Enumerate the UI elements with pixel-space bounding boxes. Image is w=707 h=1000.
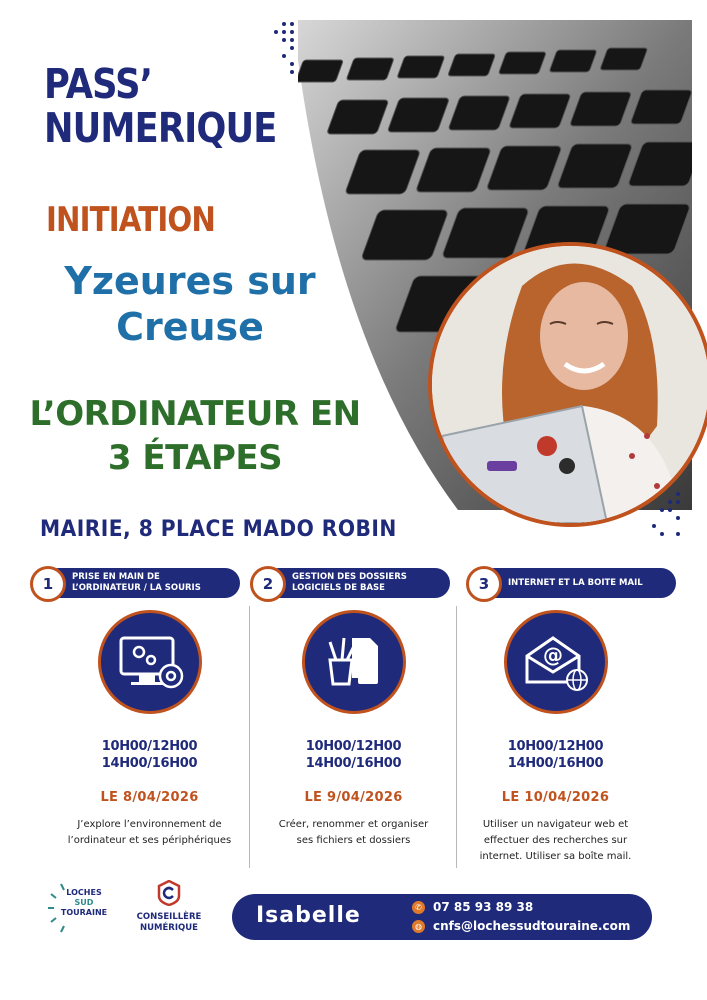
title-line-2: NUMERIQUE	[44, 104, 277, 152]
decorative-dots-top	[262, 18, 302, 108]
step-3-header	[466, 566, 676, 600]
session-description	[42, 817, 257, 849]
desc-line: internet. Utiliser sa boîte mail.	[479, 851, 632, 862]
step-label	[480, 568, 676, 598]
session-hours	[448, 738, 663, 772]
step-number: 3	[466, 566, 502, 602]
hours-morning: 10H00/12H00	[305, 739, 402, 754]
title-line-1: PASS’	[44, 60, 153, 108]
step-2-header	[250, 566, 450, 600]
decorative-dots-bottom	[648, 488, 688, 548]
step-number: 2	[250, 566, 286, 602]
advisor-portrait	[428, 242, 707, 527]
desc-line: ses fichiers et dossiers	[296, 835, 411, 846]
desc-line: Créer, renommer et organiser	[278, 819, 429, 830]
step-label-line: L’ORDINATEUR / LA SOURIS	[72, 583, 201, 593]
email-row[interactable]	[412, 919, 630, 933]
logo-text-line: SUD	[74, 898, 94, 907]
step-label-line: LOGICIELS DE BASE	[292, 583, 385, 593]
desc-line: l’ordinateur et ses périphériques	[67, 835, 232, 846]
logo-text	[60, 888, 108, 918]
city-line-1: Yzeures sur	[64, 259, 316, 303]
desc-line: effectuer des recherches sur	[483, 835, 628, 846]
logo-text-line: NUMÉRIQUE	[140, 923, 198, 933]
globe-icon: ◍	[412, 920, 425, 933]
city-line-2: Creuse	[116, 305, 264, 349]
session-date: LE 8/04/2026	[100, 790, 199, 805]
step-label-line: GESTION DES DOSSIERS	[292, 572, 407, 582]
email-address[interactable]: cnfs@lochessudtouraine.com	[433, 919, 631, 933]
session-description	[448, 817, 663, 865]
step-2-details	[246, 610, 461, 849]
subtitle-initiation: INITIATION	[46, 200, 215, 240]
hours-afternoon: 14H00/16H00	[101, 756, 198, 771]
session-hours	[246, 738, 461, 772]
step-3-details	[448, 610, 663, 865]
svg-text:@: @	[542, 643, 563, 667]
step-1-details	[42, 610, 257, 849]
desc-line: J’explore l’environnement de	[77, 819, 222, 830]
step-1-header	[30, 566, 240, 600]
desc-line: Utiliser un navigateur web et	[482, 819, 629, 830]
desk-supplies-icon	[302, 610, 406, 714]
step-label	[44, 568, 240, 598]
email-globe-icon	[504, 610, 608, 714]
hours-afternoon: 14H00/16H00	[305, 756, 402, 771]
step-label	[264, 568, 450, 598]
loches-sud-touraine-logo	[48, 878, 118, 938]
logo-text-line: CONSEILLÈRE	[136, 912, 202, 922]
phone-row[interactable]	[412, 900, 533, 914]
session-date: LE 9/04/2026	[304, 790, 403, 805]
phone-number[interactable]: 07 85 93 89 38	[433, 900, 534, 914]
session-date: LE 10/04/2026	[501, 790, 610, 805]
logo-text-line: TOURAINE	[60, 908, 108, 917]
contact-card	[232, 894, 652, 940]
conseillere-numerique-logo	[126, 880, 212, 934]
step-number: 1	[30, 566, 66, 602]
location-address: MAIRIE, 8 PLACE MADO ROBIN	[40, 517, 397, 542]
topic-line-2: 3 ÉTAPES	[107, 438, 283, 478]
contact-name: Isabelle	[256, 903, 361, 928]
session-hours	[42, 738, 257, 772]
session-description	[246, 817, 461, 849]
cn-badge-icon	[157, 880, 181, 906]
phone-icon: ✆	[412, 901, 425, 914]
logo-text-line: LOCHES	[66, 888, 102, 897]
step-label-line: PRISE EN MAIN DE	[72, 572, 160, 582]
step-label-line: INTERNET ET LA BOITE MAIL	[508, 577, 643, 588]
logo-text	[126, 912, 212, 934]
topic-line-1: L’ORDINATEUR EN	[29, 394, 361, 434]
hours-afternoon: 14H00/16H00	[507, 756, 604, 771]
hours-morning: 10H00/12H00	[507, 739, 604, 754]
hours-morning: 10H00/12H00	[101, 739, 198, 754]
computer-gears-icon	[98, 610, 202, 714]
